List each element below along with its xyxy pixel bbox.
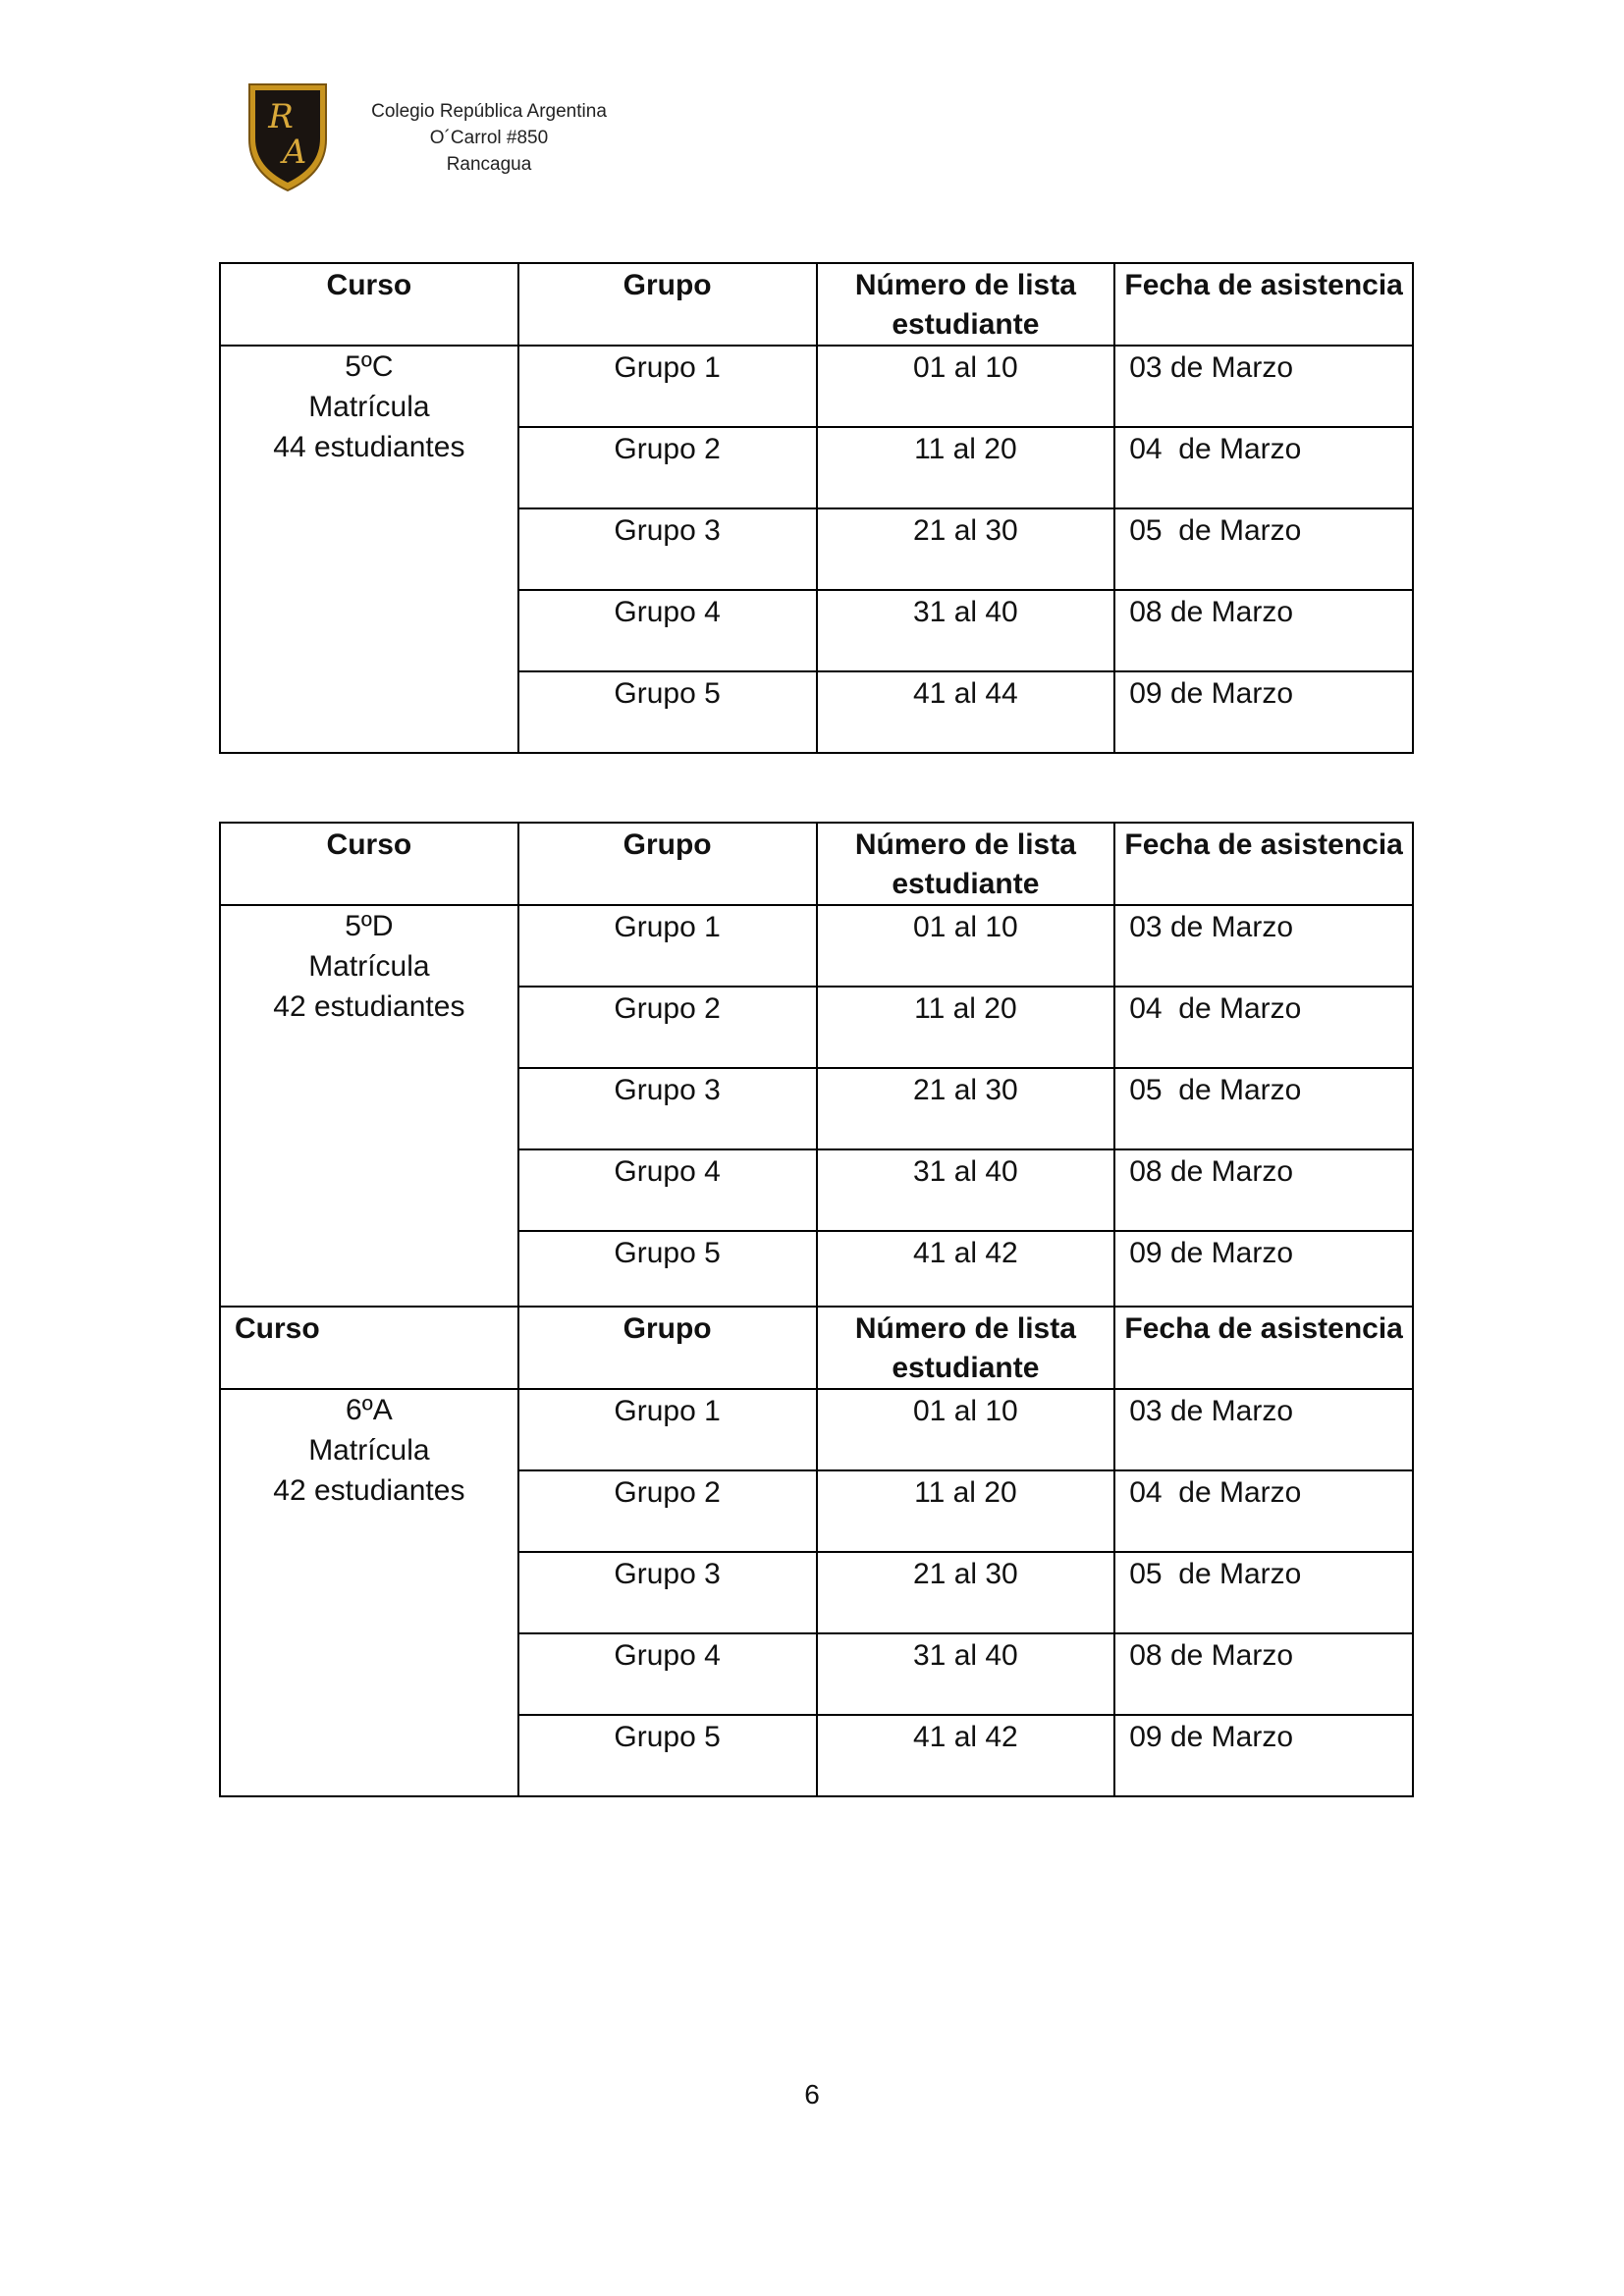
fecha-cell: 03 de Marzo bbox=[1114, 346, 1413, 427]
course-name: 5ºD bbox=[345, 910, 394, 942]
course-cell bbox=[220, 346, 518, 753]
course-count: 42 estudiantes bbox=[273, 990, 465, 1023]
grupo-cell: Grupo 1 bbox=[518, 905, 817, 987]
grupo-cell: Grupo 5 bbox=[518, 1715, 817, 1796]
table-row bbox=[220, 346, 1413, 427]
header-curso: Curso bbox=[220, 823, 518, 905]
header-grupo: Grupo bbox=[518, 823, 817, 905]
grupo-cell: Grupo 3 bbox=[518, 1068, 817, 1149]
letterhead bbox=[244, 79, 685, 196]
numero-cell: 41 al 42 bbox=[817, 1715, 1115, 1796]
header-curso: Curso bbox=[220, 263, 518, 346]
course-matricula: Matrícula bbox=[308, 1434, 430, 1467]
header-fecha: Fecha de asistencia bbox=[1114, 823, 1413, 905]
header-fecha: Fecha de asistencia bbox=[1114, 263, 1413, 346]
numero-cell: 41 al 42 bbox=[817, 1231, 1115, 1307]
numero-cell: 31 al 40 bbox=[817, 1149, 1115, 1231]
fecha-cell: 04 de Marzo bbox=[1114, 987, 1413, 1068]
numero-cell: 41 al 44 bbox=[817, 671, 1115, 753]
fecha-cell: 08 de Marzo bbox=[1114, 1633, 1413, 1715]
course-count: 44 estudiantes bbox=[273, 431, 465, 463]
table-row bbox=[220, 1389, 1413, 1470]
fecha-cell: 03 de Marzo bbox=[1114, 905, 1413, 987]
fecha-cell: 05 de Marzo bbox=[1114, 1552, 1413, 1633]
school-city: Rancagua bbox=[446, 154, 532, 175]
numero-cell: 31 al 40 bbox=[817, 590, 1115, 671]
school-name: Colegio República Argentina bbox=[371, 101, 607, 122]
table-row bbox=[220, 905, 1413, 987]
grupo-cell: Grupo 4 bbox=[518, 1149, 817, 1231]
grupo-cell: Grupo 1 bbox=[518, 346, 817, 427]
grupo-cell: Grupo 3 bbox=[518, 508, 817, 590]
course-name: 6ºA bbox=[346, 1394, 393, 1426]
numero-cell: 11 al 20 bbox=[817, 427, 1115, 508]
grupo-cell: Grupo 3 bbox=[518, 1552, 817, 1633]
school-crest-icon bbox=[244, 79, 332, 194]
numero-cell: 21 al 30 bbox=[817, 1552, 1115, 1633]
numero-cell: 21 al 30 bbox=[817, 508, 1115, 590]
grupo-cell: Grupo 5 bbox=[518, 1231, 817, 1307]
numero-cell: 01 al 10 bbox=[817, 346, 1115, 427]
grupo-cell: Grupo 1 bbox=[518, 1389, 817, 1470]
fecha-cell: 04 de Marzo bbox=[1114, 1470, 1413, 1552]
table-header-row bbox=[220, 1307, 1413, 1389]
svg-text:A: A bbox=[282, 133, 307, 172]
course-count: 42 estudiantes bbox=[273, 1474, 465, 1507]
course-matricula: Matrícula bbox=[308, 950, 430, 983]
header-curso: Curso bbox=[220, 1307, 518, 1389]
course-name: 5ºC bbox=[345, 350, 394, 383]
grupo-cell: Grupo 4 bbox=[518, 1633, 817, 1715]
numero-cell: 11 al 20 bbox=[817, 987, 1115, 1068]
fecha-cell: 09 de Marzo bbox=[1114, 1231, 1413, 1307]
grupo-cell: Grupo 5 bbox=[518, 671, 817, 753]
page-number: 6 bbox=[804, 2079, 820, 2109]
grupo-cell: Grupo 2 bbox=[518, 987, 817, 1068]
fecha-cell: 09 de Marzo bbox=[1114, 671, 1413, 753]
header-numero: Número de lista estudiante bbox=[817, 1307, 1115, 1389]
fecha-cell: 05 de Marzo bbox=[1114, 1068, 1413, 1149]
header-grupo: Grupo bbox=[518, 1307, 817, 1389]
fecha-cell: 08 de Marzo bbox=[1114, 590, 1413, 671]
course-matricula: Matrícula bbox=[308, 391, 430, 423]
table-header-row bbox=[220, 263, 1413, 346]
grupo-cell: Grupo 2 bbox=[518, 1470, 817, 1552]
fecha-cell: 04 de Marzo bbox=[1114, 427, 1413, 508]
header-fecha: Fecha de asistencia bbox=[1114, 1307, 1413, 1389]
course-cell bbox=[220, 905, 518, 1307]
grupo-cell: Grupo 4 bbox=[518, 590, 817, 671]
numero-cell: 01 al 10 bbox=[817, 905, 1115, 987]
schedule-table-5c bbox=[219, 262, 1414, 754]
fecha-cell: 09 de Marzo bbox=[1114, 1715, 1413, 1796]
fecha-cell: 08 de Marzo bbox=[1114, 1149, 1413, 1231]
course-cell bbox=[220, 1389, 518, 1796]
numero-cell: 21 al 30 bbox=[817, 1068, 1115, 1149]
fecha-cell: 05 de Marzo bbox=[1114, 508, 1413, 590]
numero-cell: 31 al 40 bbox=[817, 1633, 1115, 1715]
table-header-row bbox=[220, 823, 1413, 905]
svg-text:R: R bbox=[268, 97, 294, 136]
school-street: O´Carrol #850 bbox=[429, 128, 549, 148]
schedule-table-5d-6a bbox=[219, 822, 1414, 1797]
fecha-cell: 03 de Marzo bbox=[1114, 1389, 1413, 1470]
numero-cell: 11 al 20 bbox=[817, 1470, 1115, 1552]
numero-cell: 01 al 10 bbox=[817, 1389, 1115, 1470]
header-numero: Número de lista estudiante bbox=[817, 823, 1115, 905]
header-grupo: Grupo bbox=[518, 263, 817, 346]
grupo-cell: Grupo 2 bbox=[518, 427, 817, 508]
header-numero: Número de lista estudiante bbox=[817, 263, 1115, 346]
school-address bbox=[342, 98, 636, 178]
